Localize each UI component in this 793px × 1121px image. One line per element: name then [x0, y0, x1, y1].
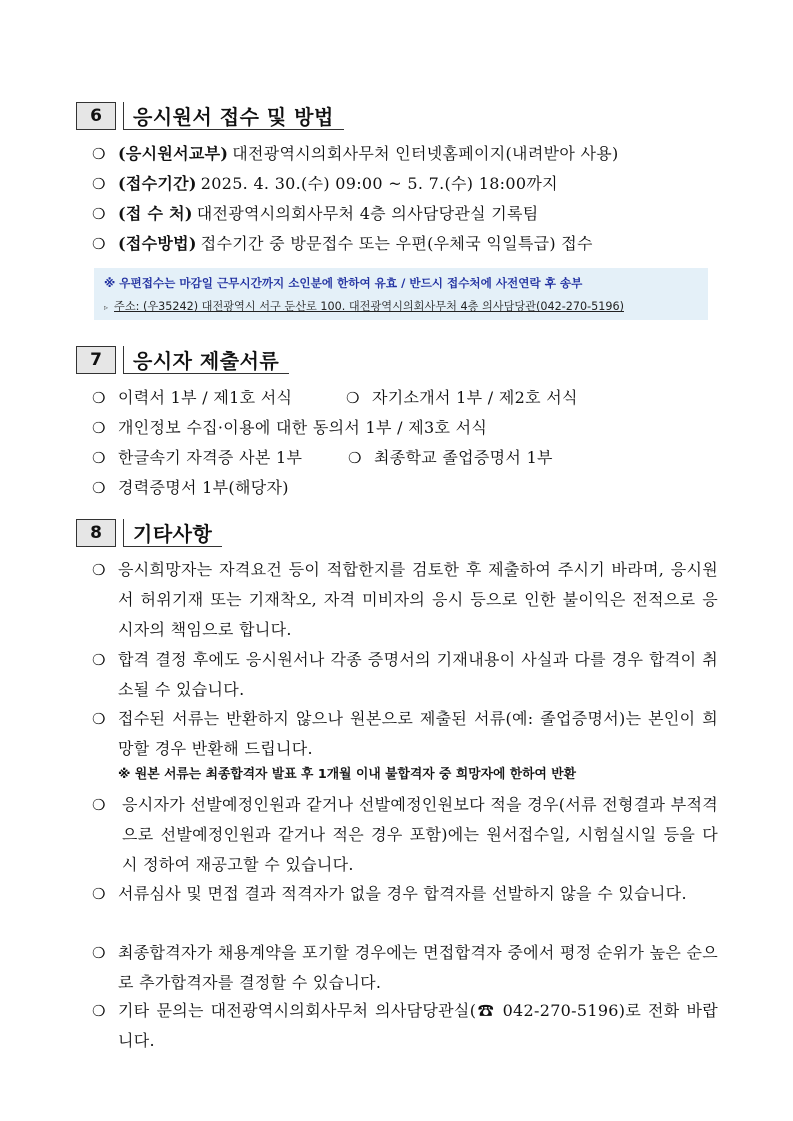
bullet-icon: ❍	[92, 205, 106, 223]
list-item: ❍ (접수기간) 2025. 4. 30.(수) 09:00 ~ 5. 7.(수) 18:00까지	[92, 169, 558, 199]
bullet-icon: ❍	[92, 175, 106, 193]
bullet-icon: ❍	[92, 145, 106, 163]
bullet-icon: ❍	[92, 651, 106, 669]
section-title: 기타사항	[133, 522, 213, 546]
address-line: ▹ 주소: (우35242) 대전광역시 서구 둔산로 100. 대전광역시의회사무처 4층 의사담당관(042-270-5196)	[104, 300, 624, 313]
section-7-header	[76, 346, 289, 374]
section-title: 응시원서 접수 및 방법	[133, 105, 334, 129]
bullet-icon: ❍	[92, 796, 106, 814]
list-item: ❍ 이력서 1부 / 제1호 서식 ❍ 자기소개서 1부 / 제2호 서식	[92, 383, 578, 413]
list-item: ❍ 한글속기 자격증 사본 1부 ❍ 최종학교 졸업증명서 1부	[92, 443, 553, 473]
section-number: 7	[76, 346, 116, 374]
bullet-icon: ❍	[92, 710, 106, 728]
paragraph: ❍ 접수된 서류는 반환하지 않으나 원본으로 제출된 서류(예: 졸업증명서)는 본인이 희망할 경우 반환해 드립니다.	[92, 704, 718, 764]
bullet-icon: ❍	[92, 235, 106, 253]
paragraph: ❍ 응시희망자는 자격요건 등이 적합한지를 검토한 후 제출하여 주시기 바라며, 응시원서 허위기재 또는 기재착오, 자격 미비자의 응시 등으로 인한 불이익은 전적으로 응시자의 책임으로 합니다.	[92, 555, 718, 645]
paragraph: ❍ 최종합격자가 채용계약을 포기할 경우에는 면접합격자 중에서 평정 순위가 높은 순으로 추가합격자를 결정할 수 있습니다.	[92, 938, 718, 998]
section-number: 6	[76, 102, 116, 130]
bullet-icon: ❍	[92, 944, 106, 962]
bullet-icon: ❍	[92, 885, 106, 903]
bullet-icon: ❍	[92, 419, 106, 437]
list-item: ❍ (접 수 처) 대전광역시의회사무처 4층 의사담당관실 기록팀	[92, 199, 539, 229]
bullet-icon: ❍	[92, 561, 106, 579]
paragraph: ❍ 기타 문의는 대전광역시의회사무처 의사담당관실(☎ 042-270-5196)로 전화 바랍니다.	[92, 996, 718, 1056]
paragraph: ❍ 합격 결정 후에도 응시원서나 각종 증명서의 기재내용이 사실과 다를 경우 합격이 취소될 수 있습니다.	[92, 645, 718, 705]
bullet-icon: ❍	[92, 449, 106, 467]
section-title: 응시자 제출서류	[133, 349, 280, 373]
triangle-icon: ▹	[104, 303, 109, 312]
bullet-icon: ❍	[92, 1002, 106, 1020]
list-item: ❍ 개인정보 수집·이용에 대한 동의서 1부 / 제3호 서식	[92, 413, 487, 443]
bullet-icon: ❍	[346, 389, 360, 407]
bullet-icon: ❍	[92, 479, 106, 497]
paragraph: ❍ 서류심사 및 면접 결과 적격자가 없을 경우 합격자를 선발하지 않을 수 있습니다.	[92, 879, 718, 909]
paragraph: ❍ 응시자가 선발예정인원과 같거나 선발예정인원보다 적을 경우(서류 전형결과 부적격으로 선발예정인원과 같거나 적은 경우 포함)에는 원서접수일, 시험실시일 등을 다시 정하여 재공고할 수 있습니다.	[92, 790, 718, 880]
postal-notice: ※ 우편접수는 마감일 근무시간까지 소인분에 한하여 유효 / 반드시 접수처에 사전연락 후 송부	[104, 276, 583, 290]
section-6-header	[76, 102, 344, 130]
section-8-header	[76, 519, 222, 547]
list-item: ❍ 경력증명서 1부(해당자)	[92, 473, 289, 503]
section-number: 8	[76, 519, 116, 547]
list-item: ❍ (접수방법) 접수기간 중 방문접수 또는 우편(우체국 익일특급) 접수	[92, 229, 593, 259]
postal-notice-box	[94, 268, 708, 320]
return-remark: ※ 원본 서류는 최종합격자 발표 후 1개월 이내 불합격자 중 희망자에 한하여 반환	[118, 767, 577, 782]
bullet-icon: ❍	[348, 449, 362, 467]
bullet-icon: ❍	[92, 389, 106, 407]
list-item: ❍ (응시원서교부) 대전광역시의회사무처 인터넷홈페이지(내려받아 사용)	[92, 139, 619, 169]
